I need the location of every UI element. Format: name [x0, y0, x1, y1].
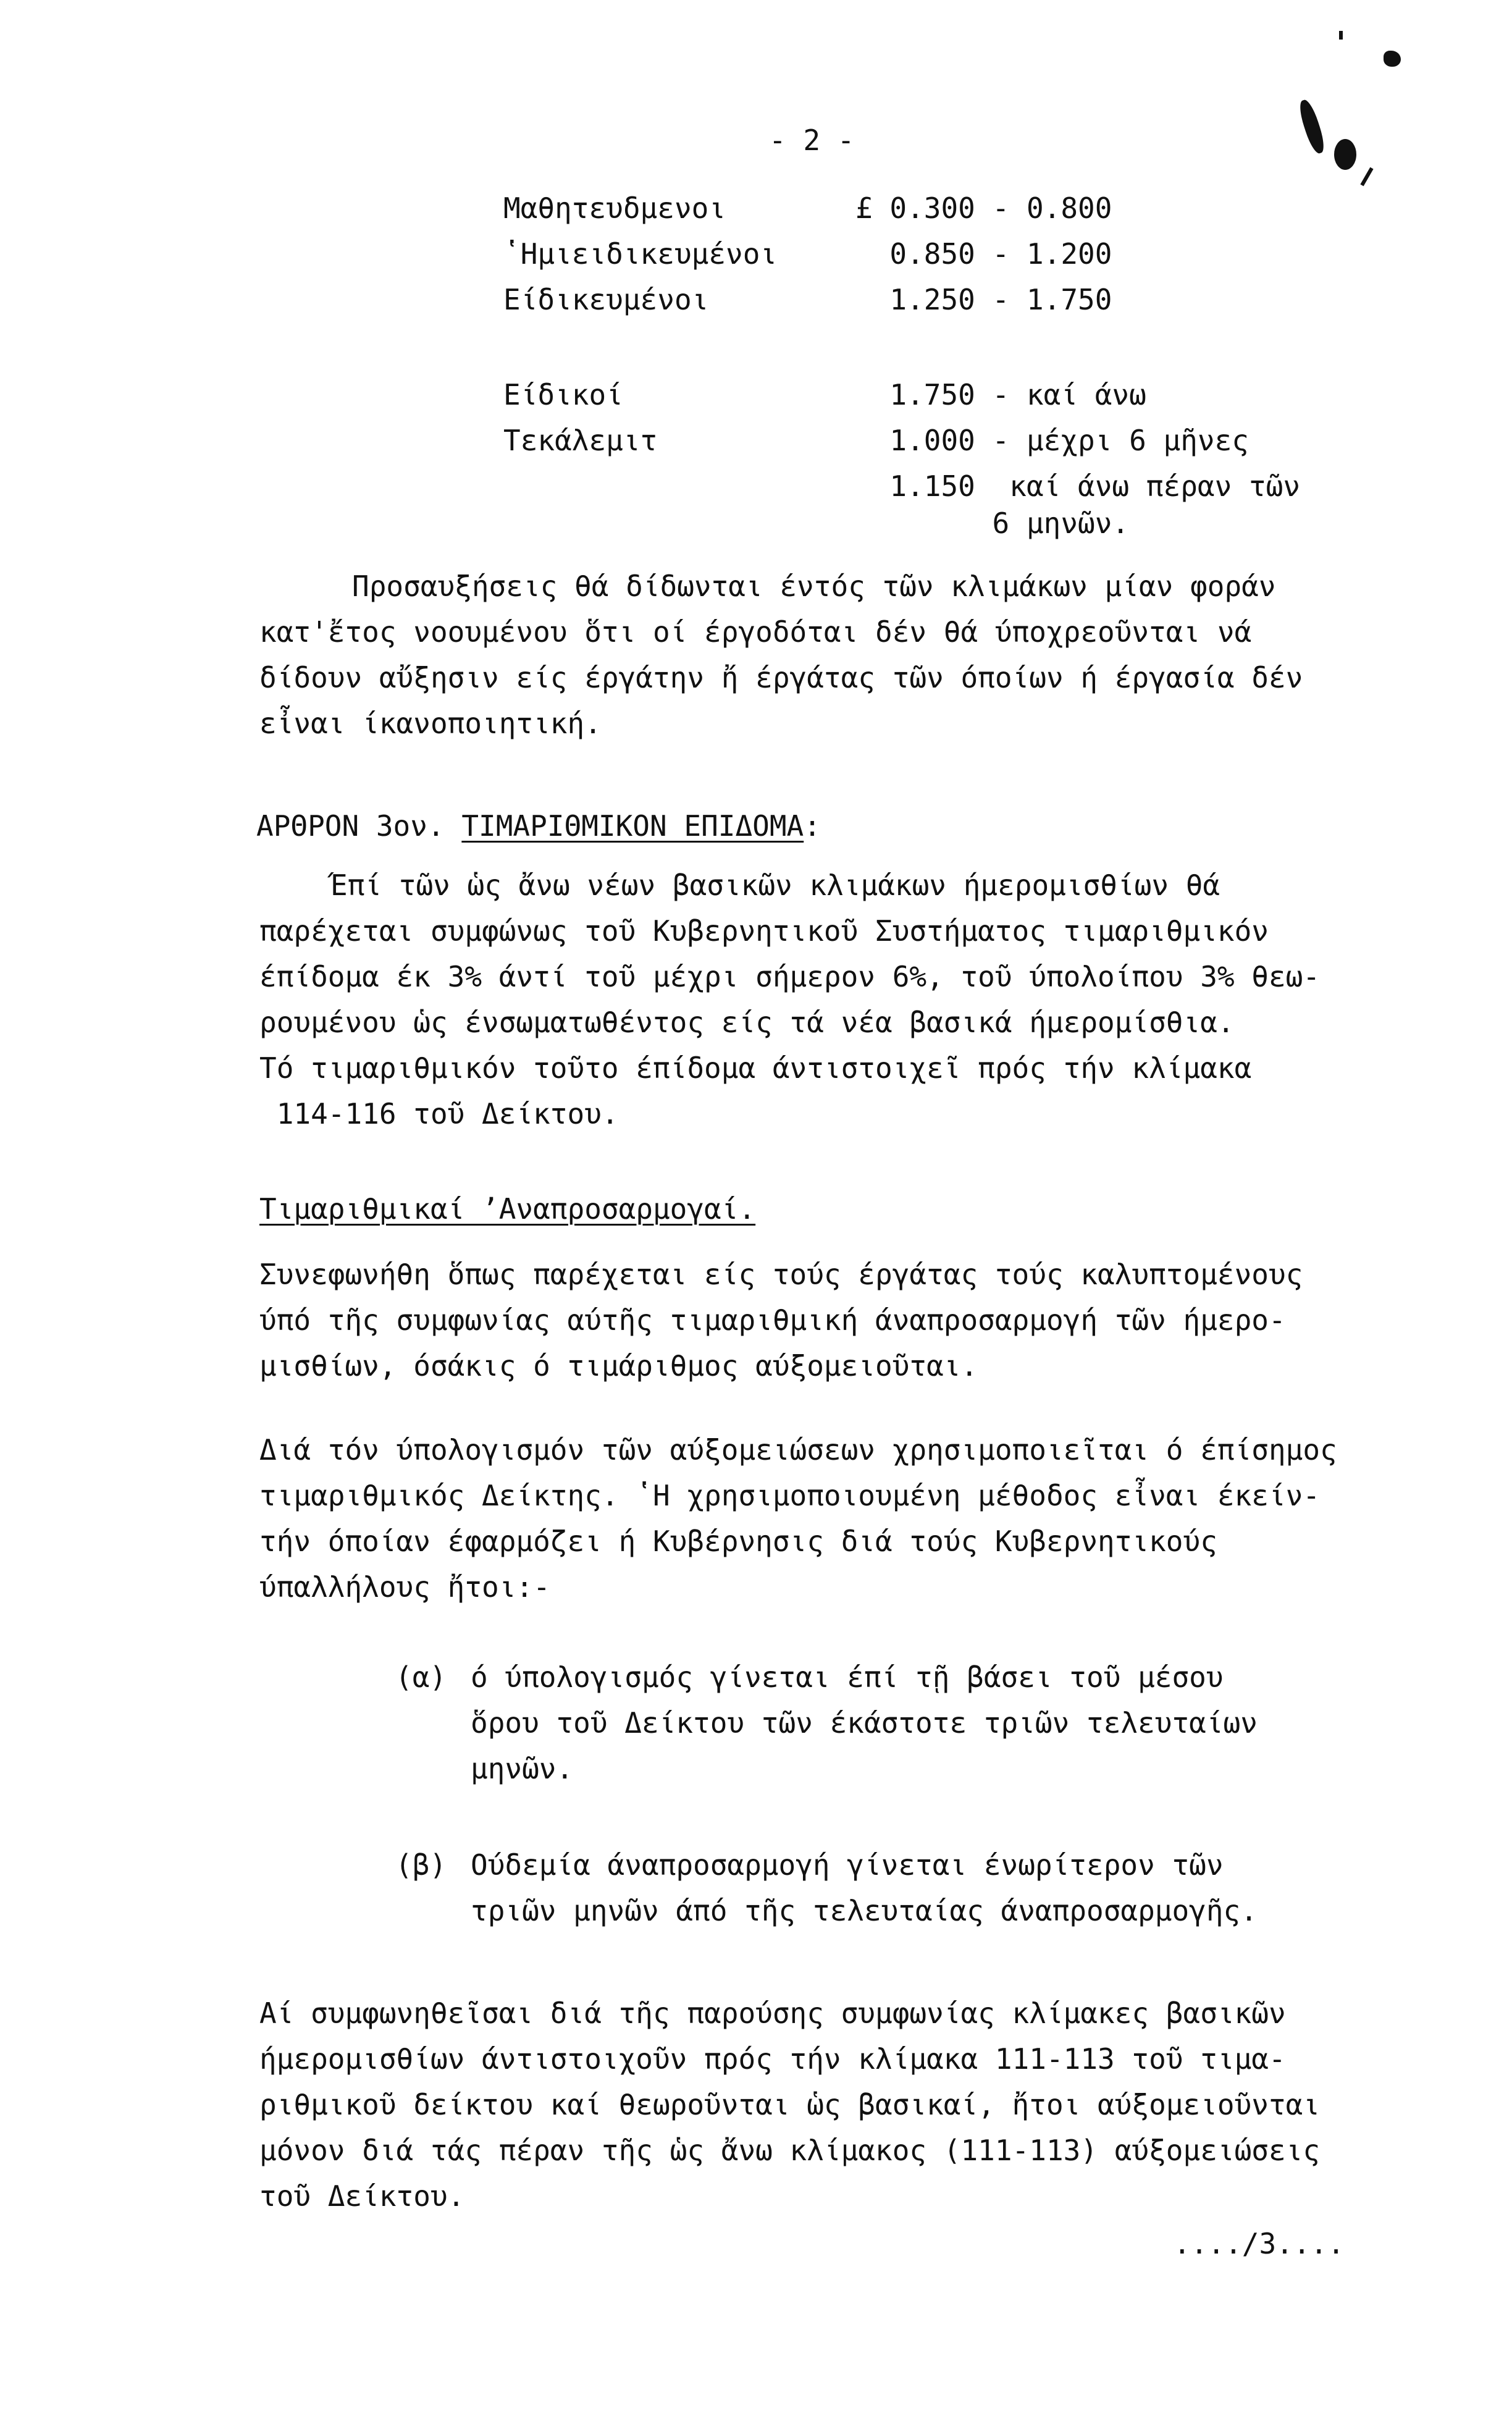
text-line: ό ύπολογισμός γίνεται έπί τῇ βάσει τοῦ μέσου — [471, 1660, 1224, 1694]
text-line: δίδουν αὔξησιν είς έργάτην ἤ έργάτας τῶν όποίων ή έργασία δέν — [259, 661, 1303, 694]
text-line: κατ'ἔτος νοουμένου ὅτι οί έργοδόται δέν θά ύποχρεοῦνται νά — [259, 615, 1252, 649]
text-line: τριῶν μηνῶν άπό τῆς τελευταίας άναπροσαρμογῆς. — [471, 1894, 1258, 1927]
wage-label: Τεκάλεμιτ — [503, 424, 658, 457]
wage-value: 1.150 καί άνω πέραν τῶν — [855, 469, 1301, 503]
paragraph-agreed — [259, 1252, 1303, 1389]
text-line: εἶναι ίκανοποιητική. — [259, 707, 602, 740]
page-number: - 2 - — [769, 124, 855, 157]
text-line: Τό τιμαριθμικόν τοῦτο έπίδομα άντιστοιχεῖ πρός τήν κλίμακα — [259, 1051, 1252, 1085]
text-line: ὅρου τοῦ Δείκτου τῶν έκάστοτε τριῶν τελευταίων — [471, 1706, 1258, 1740]
text-line: μηνῶν. — [471, 1752, 574, 1785]
list-marker: (α) — [395, 1660, 447, 1694]
text-line: ρουμένου ὡς ένσωματωθέντος είς τά νέα βασικά ήμερομίσθια. — [259, 1006, 1235, 1039]
wage-label: Είδικευμένοι — [503, 283, 709, 316]
text-line: Ούδεμία άναπροσαρμογή γίνεται ένωρίτερον τῶν — [471, 1848, 1224, 1882]
wage-value: 1.250 - 1.750 — [855, 283, 1112, 316]
article-title: ΤΙΜΑΡΙΘΜΙΚΟΝ ΕΠΙΔΟΜΑ — [461, 809, 804, 843]
wage-label: ʽΗμιειδικευμένοι — [503, 237, 778, 271]
paragraph-calculation — [259, 1427, 1337, 1610]
wage-value: 0.850 - 1.200 — [855, 237, 1112, 271]
text-line: Διά τόν ύπολογισμόν τῶν αύξομειώσεων χρησιμοποιεῖται ό έπίσημος — [259, 1433, 1337, 1467]
text-line: ριθμικοῦ δείκτου καί θεωροῦνται ὡς βασικαί, ἤτοι αύξομειοῦνται — [259, 2088, 1321, 2121]
scan-speck — [1339, 31, 1343, 40]
wage-value: 1.750 - καί άνω — [855, 378, 1146, 411]
text-line: 114-116 τοῦ Δείκτου. — [259, 1097, 619, 1130]
scan-speck — [1384, 51, 1401, 67]
text-line: μόνον διά τάς πέραν τῆς ὡς ἄνω κλίμακος (111-113) αύξομειώσεις — [259, 2134, 1321, 2167]
text-line: ύπό τῆς συμφωνίας αύτῆς τιμαριθμική άναπροσαρμογή τῶν ήμερο- — [259, 1303, 1286, 1337]
article-number: ΑΡΘΡΟΝ 3ον. — [256, 809, 445, 843]
continuation-marker: ..../3.... — [1174, 2227, 1345, 2260]
text-line: τήν όποίαν έφαρμόζει ή Κυβέρνησις διά τούς Κυβερνητικούς — [259, 1525, 1217, 1558]
scan-speck — [1360, 167, 1373, 187]
text-line: Έπί τῶν ὡς ἄνω νέων βασικῶν κλιμάκων ήμερομισθίων θά — [330, 869, 1220, 902]
scan-speck — [1296, 98, 1328, 155]
wage-value: 1.000 - μέχρι 6 μῆνες — [855, 424, 1249, 457]
article-colon: : — [804, 809, 821, 843]
text-line: Αί συμφωνηθεῖσαι διά τῆς παρούσης συμφωνίας κλίμακες βασικῶν — [259, 1997, 1286, 2030]
list-marker: (β) — [395, 1848, 447, 1882]
text-line: τοῦ Δείκτου. — [259, 2179, 465, 2213]
list-item — [471, 1654, 1258, 1791]
text-line: μισθίων, όσάκις ό τιμάριθμος αύξομειοῦται. — [259, 1349, 978, 1383]
paragraph-allowance — [259, 862, 1320, 1137]
wage-label: Μαθητευδμενοι — [503, 192, 726, 225]
list-item — [471, 1842, 1258, 1934]
text-line: Συνεφωνήθη ὅπως παρέχεται είς τούς έργάτας τούς καλυπτομένους — [259, 1258, 1303, 1291]
section-heading: Τιμαριθμικαί ʼΑναπροσαρμογαί. — [259, 1192, 756, 1226]
text-line: παρέχεται συμφώνως τοῦ Κυβερνητικοῦ Συστήματος τιμαριθμικόν — [259, 914, 1269, 948]
text-line: έπίδομα έκ 3% άντί τοῦ μέχρι σήμερον 6%, τοῦ ύπολοίπου 3% θεω- — [259, 960, 1321, 993]
paragraph-scales — [259, 1990, 1320, 2219]
text-line: τιμαριθμικός Δείκτης. ʽΗ χρησιμοποιουμένη μέθοδος εἶναι έκείν- — [259, 1479, 1321, 1512]
wage-label: Είδικοί — [503, 378, 623, 411]
wage-value: £ 0.300 - 0.800 — [855, 192, 1112, 225]
wage-value: 6 μηνῶν. — [855, 507, 1130, 540]
article-heading — [256, 803, 821, 849]
text-line: Προσαυξήσεις θά δίδωνται έντός τῶν κλιμάκων μίαν φοράν — [352, 570, 1276, 603]
scan-speck — [1334, 139, 1356, 170]
text-line: ύπαλλήλους ἤτοι:- — [259, 1570, 550, 1604]
paragraph-increments — [259, 563, 1303, 746]
text-line: ήμερομισθίων άντιστοιχοῦν πρός τήν κλίμακα 111-113 τοῦ τιμα- — [259, 2042, 1286, 2076]
